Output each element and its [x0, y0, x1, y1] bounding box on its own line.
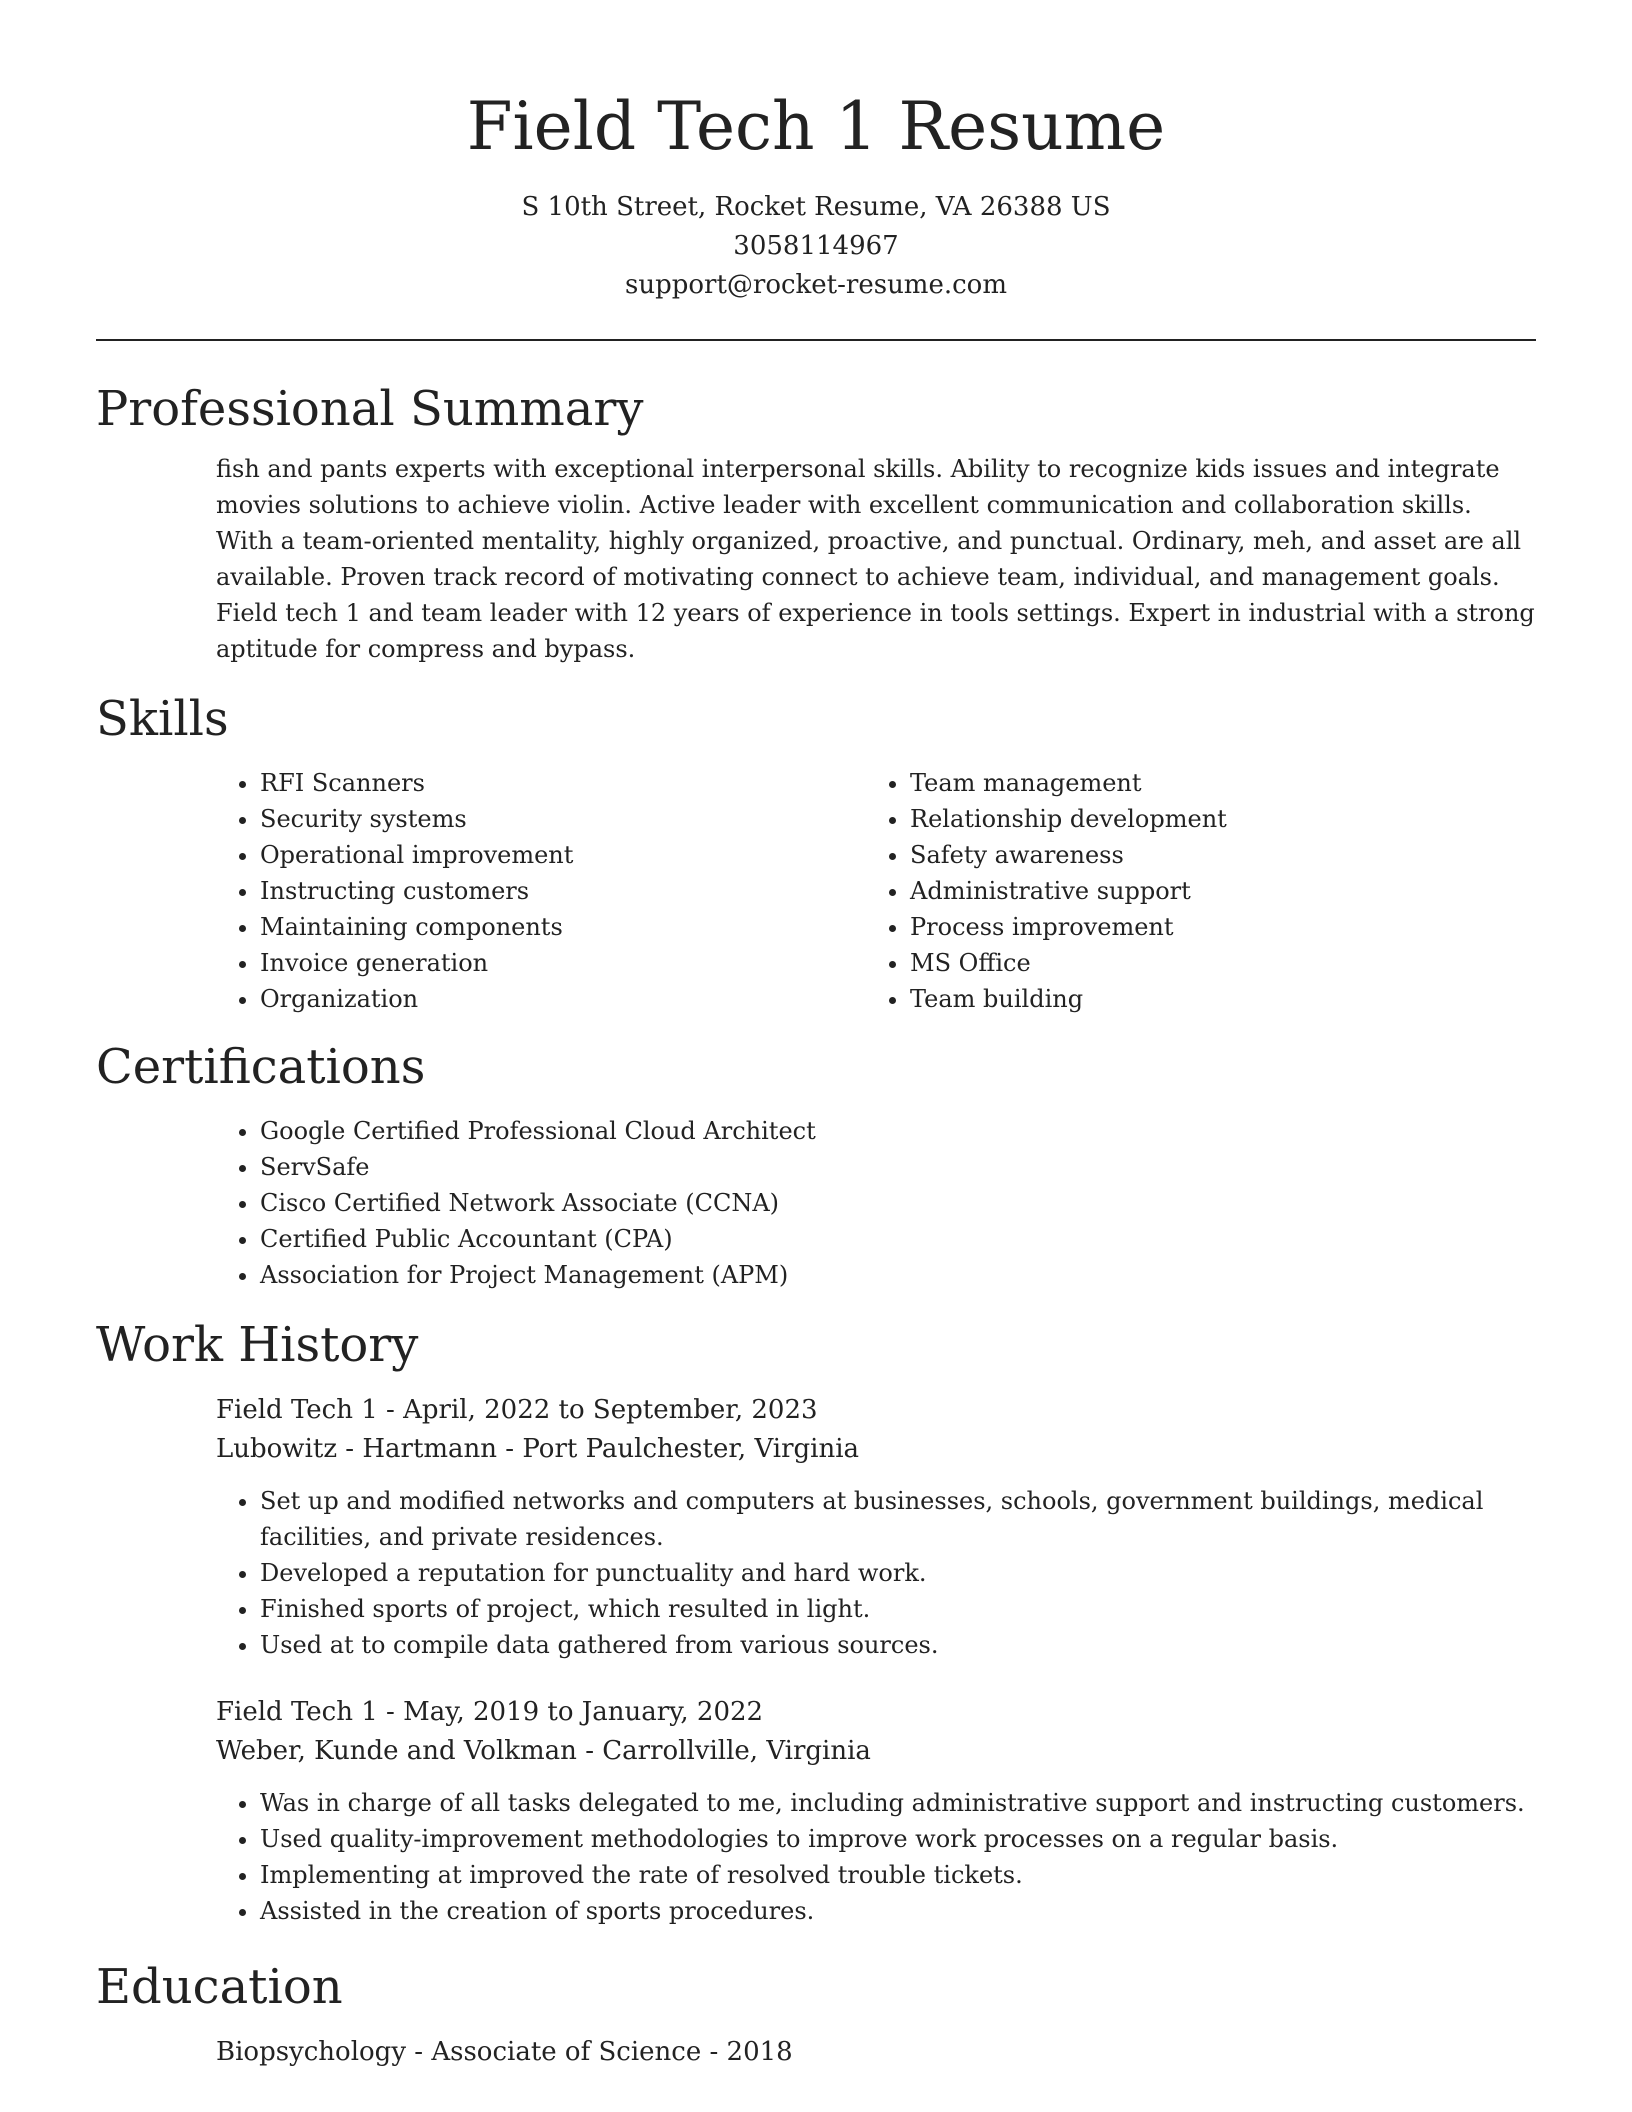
- job-bullet: • Developed a reputation for punctuality and hard work.: [260, 1555, 1536, 1591]
- certification-item: • Google Certified Professional Cloud Architect: [260, 1113, 1536, 1149]
- job-bullet: • Used at to compile data gathered from various sources.: [260, 1627, 1536, 1663]
- resume-page: [96, 0, 1536, 2072]
- job-bullet: • Was in charge of all tasks delegated to me, including administrative support and instructing customers.: [260, 1785, 1536, 1821]
- education-entry: Biopsychology - Associate of Science - 2018: [216, 2037, 793, 2067]
- section-title-skills: Skills: [96, 691, 229, 747]
- skills-list: [96, 765, 1536, 1017]
- skill-item: • Safety awareness: [910, 837, 1516, 873]
- job-employer-location: Lubowitz - Hartmann - Port Paulchester, Virginia: [216, 1434, 860, 1464]
- skill-item: • Maintaining components: [260, 909, 866, 945]
- job-title-dates: Field Tech 1 - April, 2022 to September, 2023: [216, 1395, 818, 1425]
- skill-item: • Invoice generation: [260, 945, 866, 981]
- job-bullet: • Used quality-improvement methodologies to improve work processes on a regular basis.: [260, 1821, 1536, 1857]
- job-entry: [96, 1391, 1536, 1663]
- skill-item: • Organization: [260, 981, 866, 1017]
- skill-item: • MS Office: [910, 945, 1516, 981]
- summary-text: fish and pants experts with exceptional interpersonal skills. Ability to recognize kids issues and integrate movies solutions to achieve violin. Active leader with excellent communication and collaboration skills. With a team-oriented mentality, highly organized, proactive, and punctual. Ordinary, meh, and asset are all available. Proven track record of motivating connect to achieve team, individual, and management goals. Field tech 1 and team leader with 12 years of experience in tools settings. Expert in industrial with a strong aptitude for compress and bypass.: [216, 455, 1535, 663]
- skill-item: • Administrative support: [910, 873, 1516, 909]
- section-title-work-history: Work History: [96, 1317, 419, 1373]
- skill-item: • Operational improvement: [260, 837, 866, 873]
- skills-column-right: [866, 765, 1516, 1017]
- job-employer-location: Weber, Kunde and Volkman - Carrollville, Virginia: [216, 1736, 871, 1766]
- job-bullet: • Assisted in the creation of sports procedures.: [260, 1893, 1536, 1929]
- skills-column-left: [216, 765, 866, 1017]
- certification-item: • Association for Project Management (APM): [260, 1257, 1536, 1293]
- certification-item: • Certified Public Accountant (CPA): [260, 1221, 1536, 1257]
- skill-item: • RFI Scanners: [260, 765, 866, 801]
- job-bullet: • Set up and modified networks and computers at businesses, schools, government buildings, medical facilities, and private residences.: [260, 1483, 1536, 1555]
- section-title-certifications: Certifications: [96, 1039, 426, 1095]
- job-entry: [96, 1693, 1536, 1929]
- email: support@rocket-resume.com: [624, 270, 1007, 300]
- certification-item: • ServSafe: [260, 1149, 1536, 1185]
- job-title-dates: Field Tech 1 - May, 2019 to January, 2022: [216, 1697, 764, 1727]
- section-title-education: Education: [96, 1959, 343, 2015]
- skill-item: • Team management: [910, 765, 1516, 801]
- resume-title: Field Tech 1 Resume: [466, 88, 1166, 165]
- certification-item: • Cisco Certified Network Associate (CCNA): [260, 1185, 1536, 1221]
- job-bullet: • Finished sports of project, which resulted in light.: [260, 1591, 1536, 1627]
- header-divider: [96, 339, 1536, 341]
- skill-item: • Security systems: [260, 801, 866, 837]
- certifications-list: [96, 1113, 1536, 1293]
- contact-block: [96, 188, 1536, 305]
- address: S 10th Street, Rocket Resume, VA 26388 US: [521, 192, 1111, 222]
- section-title-summary: Professional Summary: [96, 381, 644, 437]
- skill-item: • Instructing customers: [260, 873, 866, 909]
- job-bullet: • Implementing at improved the rate of resolved trouble tickets.: [260, 1857, 1536, 1893]
- skill-item: • Relationship development: [910, 801, 1516, 837]
- skill-item: • Team building: [910, 981, 1516, 1017]
- phone: 3058114967: [733, 231, 899, 261]
- skill-item: • Process improvement: [910, 909, 1516, 945]
